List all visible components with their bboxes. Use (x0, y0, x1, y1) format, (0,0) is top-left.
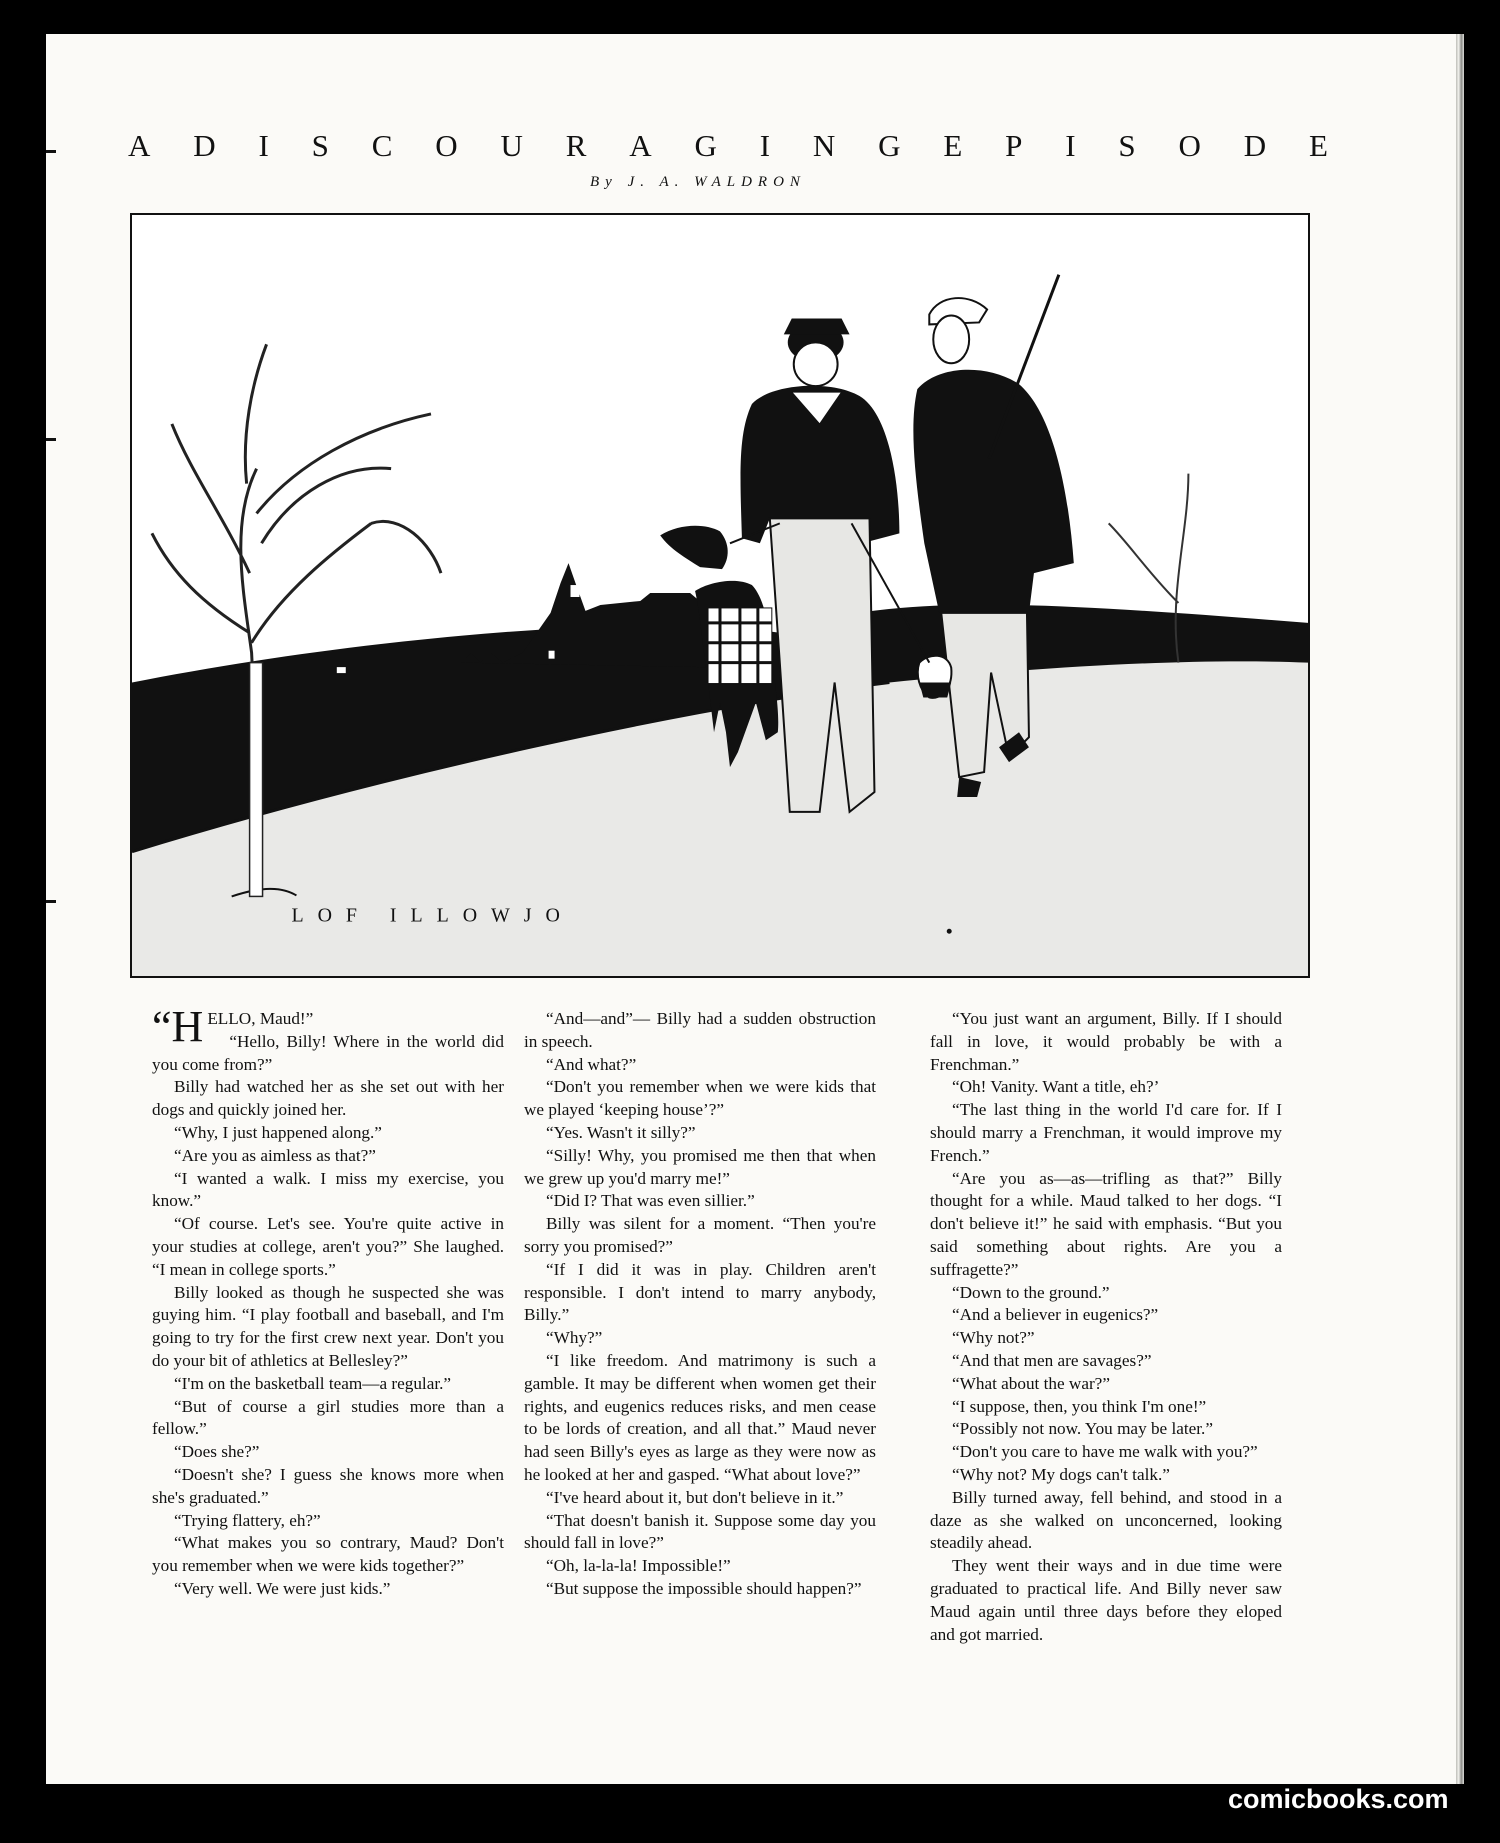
paragraph (930, 1168, 1282, 1282)
paragraph-text: “And what?” (546, 1054, 637, 1074)
paragraph (930, 1487, 1282, 1555)
paragraph (930, 1099, 1282, 1167)
title-letter: E (1308, 128, 1328, 163)
paragraph-text: They went their ways and in due time were graduated to practical life. And Billy never saw Maud again until three days before they eloped and got married. (930, 1556, 1282, 1644)
paragraph-text: “Why not?” (952, 1328, 1035, 1348)
paragraph (152, 1145, 504, 1168)
paragraph-text: Billy was silent for a moment. “Then you're sorry you promised?” (524, 1214, 876, 1256)
paragraph-text: “And that men are savages?” (952, 1350, 1152, 1370)
paragraph-text: “Yes. Wasn't it silly?” (546, 1122, 696, 1142)
paragraph (524, 1190, 876, 1213)
title-letter: P (1005, 128, 1023, 163)
paragraph-text: “You just want an argument, Billy. If I should fall in love, it would probably be with a Frenchman.” (930, 1009, 1282, 1074)
title-letter: D (193, 128, 216, 163)
paragraph (524, 1327, 876, 1350)
paragraph (152, 1213, 504, 1281)
title-letter: S (1118, 128, 1136, 163)
paragraph (524, 1076, 876, 1122)
paragraph (524, 1213, 876, 1259)
paragraph-text: “Are you as—as—trifling as that?” Billy thought for a while. Maud talked to her dogs. “I don't believe it!” he said with emphasis. “But you said something about rights. Are you a suffragette?” (930, 1168, 1282, 1279)
title-letter: C (371, 128, 393, 163)
paragraph (524, 1578, 876, 1601)
title-letter: A (629, 128, 652, 163)
paragraph (930, 1282, 1282, 1305)
text-column-3 (930, 1008, 1282, 1646)
paragraph-text: “Don't you care to have me walk with you?” (952, 1442, 1258, 1462)
paragraph (930, 1304, 1282, 1327)
paragraph (930, 1373, 1282, 1396)
paragraph (524, 1259, 876, 1327)
paragraph-text: “Did I? That was even sillier.” (546, 1191, 755, 1211)
paragraph-text: Billy had watched her as she set out with her dogs and quickly joined her. (152, 1077, 504, 1120)
paragraph-text: “That doesn't banish it. Suppose some day you should fall in love?” (524, 1510, 876, 1553)
paragraph (152, 1282, 504, 1373)
paragraph (524, 1145, 876, 1191)
paragraph-text: “I'm on the basketball team—a regular.” (174, 1373, 452, 1393)
paragraph-text: “Very well. We were just kids.” (174, 1578, 391, 1598)
paragraph (930, 1076, 1282, 1099)
paragraph-text: “Possibly not now. You may be later.” (952, 1419, 1213, 1439)
paragraph-text: “Why, I just happened along.” (174, 1122, 382, 1142)
paragraph-text: “I suppose, then, you think I'm one!” (952, 1396, 1207, 1416)
paragraph-text: “And a believer in eugenics?” (952, 1305, 1159, 1325)
paragraph (524, 1008, 876, 1054)
paragraph-text: “If I did it was in play. Children aren't responsible. I don't intend to marry anybody, Billy.” (524, 1259, 876, 1325)
title-letter: E (943, 128, 963, 163)
paragraph-text: “I like freedom. And matrimony is such a gamble. It may be different when women get their rights, and eugenics reduces risks, and men cease to be lords of creation, and all that.” Maud never had seen Billy's eyes as large as they were now as he looked at her and gasped. “What about love?” (524, 1350, 876, 1484)
paragraph (930, 1464, 1282, 1487)
title-letter: D (1243, 128, 1267, 163)
paragraph-text: “But of course a girl studies more than a fellow.” (152, 1396, 504, 1439)
paragraph-text: “Down to the ground.” (952, 1282, 1110, 1302)
paragraph (930, 1396, 1282, 1419)
title-letter: R (565, 128, 587, 163)
paragraph-text: “But suppose the impossible should happen?” (546, 1578, 862, 1598)
paragraph-text: “The last thing in the world I'd care for. If I should marry a Frenchman, it would improve my French.” (930, 1100, 1282, 1165)
title-letter: N (812, 128, 836, 163)
paragraph (524, 1054, 876, 1077)
paragraph (152, 1510, 504, 1533)
paragraph (524, 1487, 876, 1510)
paragraph-text: “Silly! Why, you promised me then that when we grew up you'd marry me!” (524, 1145, 876, 1188)
title-letter: I (1065, 128, 1076, 163)
title-letter: U (500, 128, 523, 163)
paragraph-text: “Why?” (546, 1328, 603, 1348)
paragraph-text: “Trying flattery, eh?” (174, 1510, 321, 1530)
article-byline: By J. A. WALDRON (590, 174, 806, 190)
title-letter: G (694, 128, 717, 163)
paragraph (930, 1327, 1282, 1350)
paragraph-text: “Does she?” (174, 1442, 260, 1462)
binding-mark (46, 900, 56, 903)
text-column-2 (524, 1008, 876, 1601)
paragraph (152, 1396, 504, 1442)
paragraph-text: “What makes you so contrary, Maud? Don't you remember when we were kids together?” (152, 1533, 504, 1576)
paragraph (930, 1008, 1282, 1076)
paragraph (152, 1122, 504, 1145)
paragraph (152, 1168, 504, 1214)
paragraph-text: “I've heard about it, but don't believe in it.” (546, 1487, 844, 1507)
paragraph (524, 1510, 876, 1556)
paragraph-text: ELLO, Maud!” (207, 1009, 314, 1028)
paragraph (152, 1373, 504, 1396)
paragraph (152, 1076, 504, 1122)
binding-mark (46, 150, 56, 153)
paragraph (524, 1555, 876, 1578)
paragraph-text: “Why not? My dogs can't talk.” (952, 1464, 1170, 1484)
watermark: comicbooks.com (1228, 1784, 1449, 1814)
paragraph-text: Billy looked as though he suspected she was guying him. “I play football and baseball, and I'm going to try for the first crew next year. Don't you do your bit of athletics at Bellesley?” (152, 1282, 504, 1370)
paragraph (524, 1350, 876, 1487)
paragraph-text: “Oh, la-la-la! Impossible!” (546, 1556, 731, 1576)
paragraph-text: “And—and”— Billy had a sudden obstruction in speech. (524, 1009, 876, 1051)
paragraph-text: “Don't you remember when we were kids that we played ‘keeping house’?” (524, 1077, 876, 1120)
text-column-1 (152, 1002, 504, 1601)
paragraph-text: “I wanted a walk. I miss my exercise, you know.” (152, 1168, 504, 1211)
title-letter: S (311, 128, 329, 163)
artist-signature: LOF ILLOWJO (291, 904, 574, 927)
illustration-drawing (132, 215, 1308, 976)
paragraph-text: “Hello, Billy! Where in the world did you come from?” (152, 1031, 504, 1074)
paragraph (152, 1532, 504, 1578)
paragraph (524, 1122, 876, 1145)
paragraph (930, 1418, 1282, 1441)
paragraph-text: “Of course. Let's see. You're quite active in your studies at college, aren't you?” She laughed. “I mean in college sports.” (152, 1214, 504, 1279)
paragraph-text: “Oh! Vanity. Want a title, eh?’ (952, 1077, 1160, 1097)
illustration (130, 213, 1310, 978)
paragraph-text: “Doesn't she? I guess she knows more when she's graduated.” (152, 1464, 504, 1507)
title-letter: G (878, 128, 901, 163)
article-title (128, 128, 1328, 164)
title-letter: I (258, 128, 269, 163)
binding-mark (46, 438, 56, 441)
paragraph (152, 1031, 504, 1077)
paragraph-text: “What about the war?” (952, 1373, 1110, 1393)
paragraph-text: Billy turned away, fell behind, and stood in a daze as she walked on unconcerned, looking steadily ahead. (930, 1487, 1282, 1553)
paragraph-text: “Are you as aimless as that?” (174, 1145, 376, 1165)
paragraph (930, 1350, 1282, 1373)
title-letter: O (435, 128, 458, 163)
title-letter: O (1178, 128, 1201, 163)
paragraph (930, 1441, 1282, 1464)
paragraph (152, 1002, 504, 1051)
paragraph (152, 1464, 504, 1510)
title-letter: A (128, 128, 151, 163)
paragraph (152, 1578, 504, 1601)
title-letter: I (759, 128, 771, 163)
page-edge (1456, 34, 1464, 1784)
drop-cap: “H (152, 1002, 204, 1051)
paragraph (930, 1555, 1282, 1646)
paragraph (152, 1441, 504, 1464)
